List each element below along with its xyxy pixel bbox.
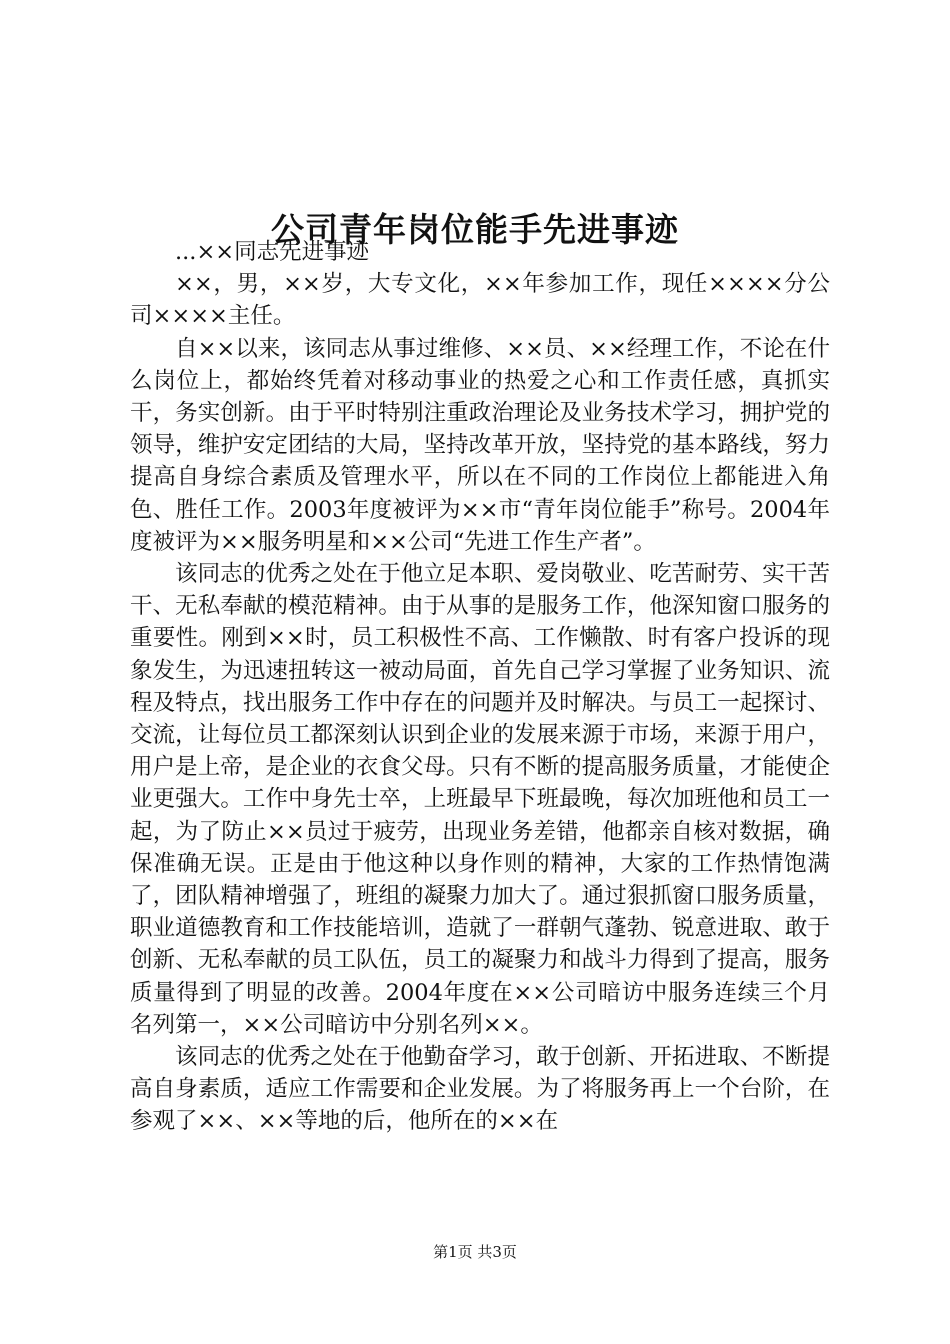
page-number-footer: 第1页 共3页	[433, 1243, 517, 1261]
paragraph-career: 自××以来，该同志从事过维修、××员、××经理工作，不论在什么岗位上，都始终凭着对移动事业的热爱之心和工作责任感，真抓实干，务实创新。由于平时特别注重政治理论及业务技术学习，拥护党的领导，维护安定团结的大局，坚持改革开放，坚持党的基本路线，努力提高自身综合素质及管理水平，所以在不同的工作岗位上都能进入角色、胜任工作。2003年度被评为××市“青年岗位能手”称号。2004年度被评为××服务明星和××公司“先进工作生产者”。	[130, 335, 830, 555]
document-body	[130, 236, 830, 1138]
paragraph-service-spirit: 该同志的优秀之处在于他立足本职、爱岗敬业、吃苦耐劳、实干苦干、无私奉献的模范精神。由于从事的是服务工作，他深知窗口服务的重要性。刚到××时，员工积极性不高、工作懒散、时有客户投诉的现象发生，为迅速扭转这一被动局面，首先自己学习掌握了业务知识、流程及特点，找出服务工作中存在的问题并及时解决。与员工一起探讨、交流，让每位员工都深刻认识到企业的发展来源于市场，来源于用户，用户是上帝，是企业的衣食父母。只有不断的提高服务质量，才能使企业更强大。工作中身先士卒，上班最早下班最晚，每次加班他和员工一起，为了防止××员过于疲劳，出现业务差错，他都亲自核对数据，确保准确无误。正是由于他这种以身作则的精神，大家的工作热情饱满了，团队精神增强了，班组的凝聚力加大了。通过狠抓窗口服务质量，职业道德教育和工作技能培训，造就了一群朝气蓬勃、锐意进取、敢于创新、无私奉献的员工队伍，员工的凝聚力和战斗力得到了提高，服务质量得到了明显的改善。2004年度在××公司暗访中服务连续三个月名列第一，××公司暗访中分别名列××。	[130, 561, 830, 1038]
document-title: 公司青年岗位能手先进事迹	[271, 210, 679, 250]
paragraph-subtitle: ...××同志先进事迹	[175, 239, 370, 265]
paragraph-learning: 该同志的优秀之处在于他勤奋学习，敢于创新、开拓进取、不断提高自身素质，适应工作需要和企业发展。为了将服务再上一个台阶，在参观了××、××等地的后，他所在的××在	[130, 1044, 830, 1135]
paragraph-profile: ××，男，××岁，大专文化，××年参加工作，现任××××分公司××××主任。	[130, 271, 830, 330]
